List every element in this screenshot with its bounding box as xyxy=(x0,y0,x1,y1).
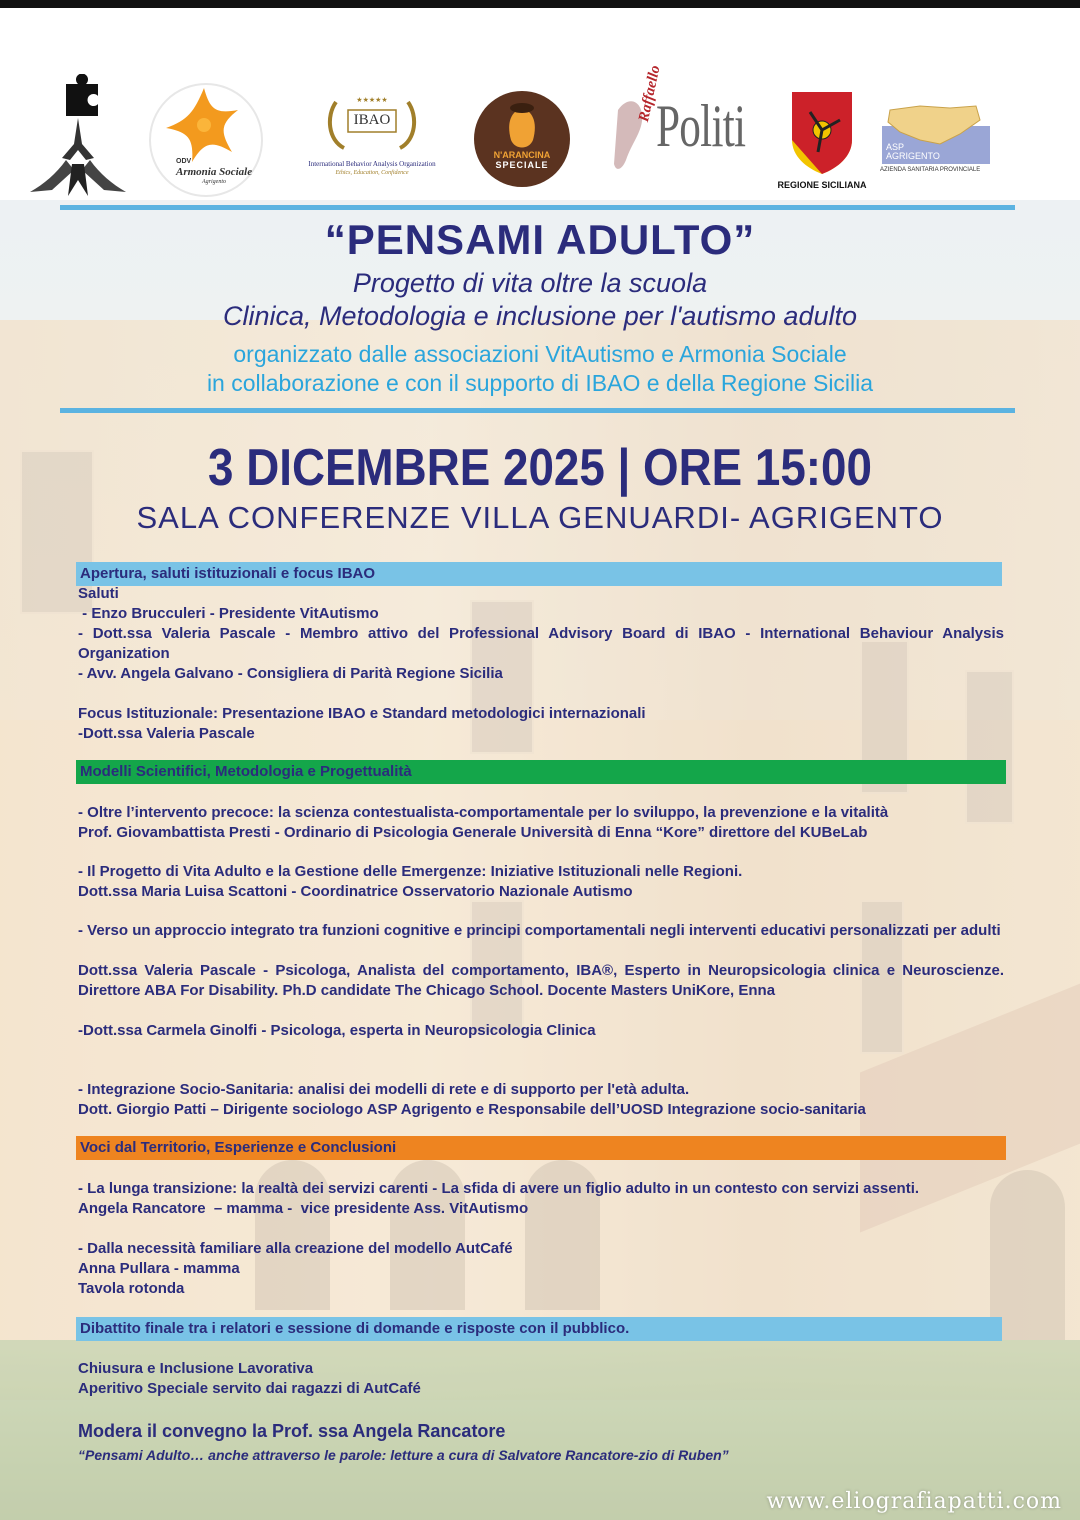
section-1-focus-speaker: -Dott.ssa Valeria Pascale xyxy=(78,725,255,742)
top-rule xyxy=(60,205,1015,210)
section-1-focus: Focus Istituzionale: Presentazione IBAO e Standard metodologici internazionali xyxy=(78,705,646,722)
moderator: Modera il convegno la Prof. ssa Angela Rancatore xyxy=(78,1421,506,1441)
talk-5-title: - Integrazione Socio-Sanitaria: analisi dei modelli di rete e di supporto per l'età adulta. xyxy=(78,1081,690,1098)
talk-6-title: - La lunga transizione: la realtà dei servizi carenti - La sfida di avere un figlio adulto in un contesto con servizi assenti. xyxy=(78,1180,920,1197)
politi-script-text: Raffaello xyxy=(636,64,664,124)
raffaello-politi-logo xyxy=(612,64,748,182)
armonia-sociale-logo xyxy=(146,80,264,198)
closing-line-1: Chiusura e Inclusione Lavorativa xyxy=(78,1360,314,1377)
organizers-line-1: organizzato dalle associazioni VitAutismo e Armonia Sociale xyxy=(233,341,847,367)
section-1-speaker-3: - Avv. Angela Galvano - Consigliera di Parità Regione Sicilia xyxy=(78,665,503,682)
talk-1-speaker: Prof. Giovambattista Presti - Ordinario di Psicologia Generale Università di Enna “Kore” direttore del KUBeLab xyxy=(78,824,868,841)
asp-line2: AGRIGENTO xyxy=(886,151,940,161)
arancina-speciale-logo xyxy=(473,90,571,188)
talk-7-speaker: Anna Pullara - mamma xyxy=(78,1260,240,1277)
event-subtitle-2: Clinica, Metodologia e inclusione per l'autismo adulto xyxy=(222,301,857,331)
section-4-heading: Dibattito finale tra i relatori e sessione di domande e risposte con il pubblico. xyxy=(76,1317,1002,1341)
event-subtitle-1: Progetto di vita oltre la scuola xyxy=(352,268,708,298)
armonia-odv-text: ODV xyxy=(176,158,192,165)
talk-3-speaker: Dott.ssa Valeria Pascale - Psicologa, Analista del comportamento, IBA®, Esperto in Neuropsicologia clinica e Neuroscienze. Direttore ABA For Disability. Ph.D candidate The Chicago School. Docente Masters UniKore, Enna xyxy=(78,962,1004,999)
svg-text:★★★★★: ★★★★★ xyxy=(356,96,388,104)
talk-6-speaker: Angela Rancatore – mamma - vice presidente Ass. VitAutismo xyxy=(78,1200,529,1217)
talk-3-title: - Verso un approccio integrato tra funzioni cognitive e principi comportamentali negli interventi educativi personalizzati per adulti xyxy=(78,922,1001,939)
ibao-motto-text: Ethics, Education, Confidence xyxy=(335,170,409,176)
arancina-speciale-text: SPECIALE xyxy=(495,160,549,170)
printer-website: www.eliografiapatti.com xyxy=(766,1489,1062,1514)
organizers-line-2: in collaborazione e con il supporto di IBAO e della Regione Sicilia xyxy=(206,370,874,396)
ibao-badge-text: IBAO xyxy=(353,112,391,128)
politi-name-text: Politi xyxy=(656,93,746,159)
armonia-name-text: Armonia Sociale xyxy=(176,166,253,178)
closing-line-2: Aperitivo Speciale servito dai ragazzi di AutCafé xyxy=(78,1380,421,1397)
ibao-logo xyxy=(298,88,446,180)
round-table: Tavola rotonda xyxy=(78,1280,185,1297)
regione-label: REGIONE SICILIANA xyxy=(777,180,867,190)
event-date-time: 3 DICEMBRE 2025 | ORE 15:00 xyxy=(208,439,872,497)
middle-rule xyxy=(60,408,1015,413)
asp-line3: AZIENDA SANITARIA PROVINCIALE xyxy=(880,167,981,173)
section-1-label: Saluti xyxy=(78,585,119,602)
talk-5-speaker: Dott. Giorgio Patti – Dirigente sociologo ASP Agrigento e Responsabile dell’UOSD Integrazione socio-sanitaria xyxy=(78,1101,866,1118)
talk-4-title: -Dott.ssa Carmela Ginolfi - Psicologa, esperta in Neuropsicologia Clinica xyxy=(78,1022,596,1039)
top-border xyxy=(0,0,1080,8)
readings-note: “Pensami Adulto… anche attraverso le parole: letture a cura di Salvatore Rancatore-zio di Ruben” xyxy=(78,1447,729,1463)
vitautismo-logo xyxy=(26,74,130,198)
section-1-heading: Apertura, saluti istituzionali e focus IBAO xyxy=(76,562,1002,586)
talk-7-title: - Dalla necessità familiare alla creazione del modello AutCafé xyxy=(78,1240,513,1257)
arancina-name-text: N'ARANCINA xyxy=(493,150,551,160)
armonia-city-text: Agrigento xyxy=(202,179,226,185)
talk-1-title: - Oltre l’intervento precoce: la scienza contestualista-comportamentale per lo sviluppo, la prevenzione e la vitalità xyxy=(78,804,889,821)
ibao-name-text: International Behavior Analysis Organization xyxy=(308,160,436,168)
talk-2-title: - Il Progetto di Vita Adulto e la Gestione delle Emergenze: Iniziative Istituzionali nelle Regioni. xyxy=(78,863,743,880)
event-title: “PENSAMI ADULTO” xyxy=(324,216,756,263)
section-1-speaker-1: - Enzo Brucculeri - Presidente VitAutismo xyxy=(78,605,379,622)
section-1-speaker-2: - Dott.ssa Valeria Pascale - Membro attivo del Professional Advisory Board di IBAO - International Behaviour Analysis Organization xyxy=(78,625,1004,662)
asp-agrigento-logo xyxy=(880,104,994,178)
asp-line1: ASP xyxy=(886,142,905,152)
regione-siciliana-logo xyxy=(772,90,872,194)
event-venue: SALA CONFERENZE VILLA GENUARDI- AGRIGENTO xyxy=(136,500,944,535)
section-3-heading: Voci dal Territorio, Esperienze e Conclusioni xyxy=(76,1136,1006,1160)
section-2-heading: Modelli Scientifici, Metodologia e Progettualità xyxy=(76,760,1006,784)
sponsor-logos xyxy=(0,8,1080,200)
talk-2-speaker: Dott.ssa Maria Luisa Scattoni - Coordinatrice Osservatorio Nazionale Autismo xyxy=(78,883,633,900)
